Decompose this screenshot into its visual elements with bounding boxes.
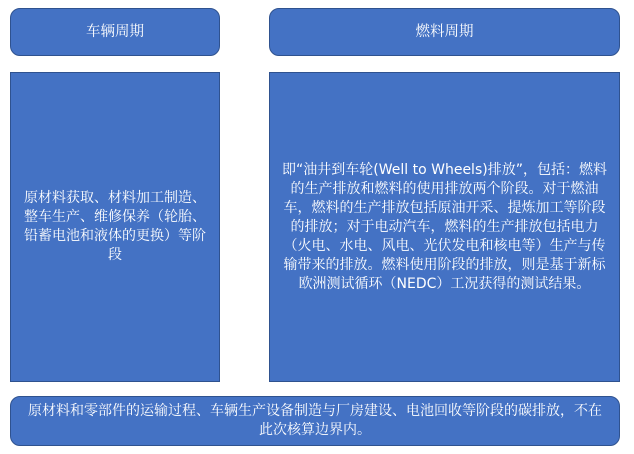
fuel-cycle-text: 即“油井到车轮(Well to Wheels)排放”，包括：燃料的生产排放和燃料的使用排放两个阶段。对于燃油车，燃料的生产排放包括原油开采、提炼加工等阶段的排放；对于电动汽车，燃料的生产排放包括电力（火电、水电、风电、光伏发电和核电等）生产与传输带来的排放。燃料使用阶段的排放，则是基于新标欧洲测试循环（NEDC）工况获得的测试结果。: [282, 161, 607, 292]
fuel-cycle-header-label: 燃料周期: [415, 23, 474, 40]
vehicle-cycle-text: 原材料获取、材料加工制造、整车生产、维修保养（轮胎、铅蓄电池和液体的更换）等阶段: [24, 190, 206, 263]
scope-note-box: [10, 396, 620, 446]
fuel-cycle-panel: [269, 72, 620, 382]
vehicle-cycle-header: [10, 8, 220, 56]
fuel-cycle-header: [269, 8, 620, 56]
scope-note-text: 原材料和零部件的运输过程、车辆生产设备制造与厂房建设、电池回收等阶段的碳排放，不在此次核算边界内。: [28, 403, 602, 438]
vehicle-cycle-panel: [10, 72, 220, 382]
vehicle-cycle-header-label: 车辆周期: [86, 23, 144, 40]
